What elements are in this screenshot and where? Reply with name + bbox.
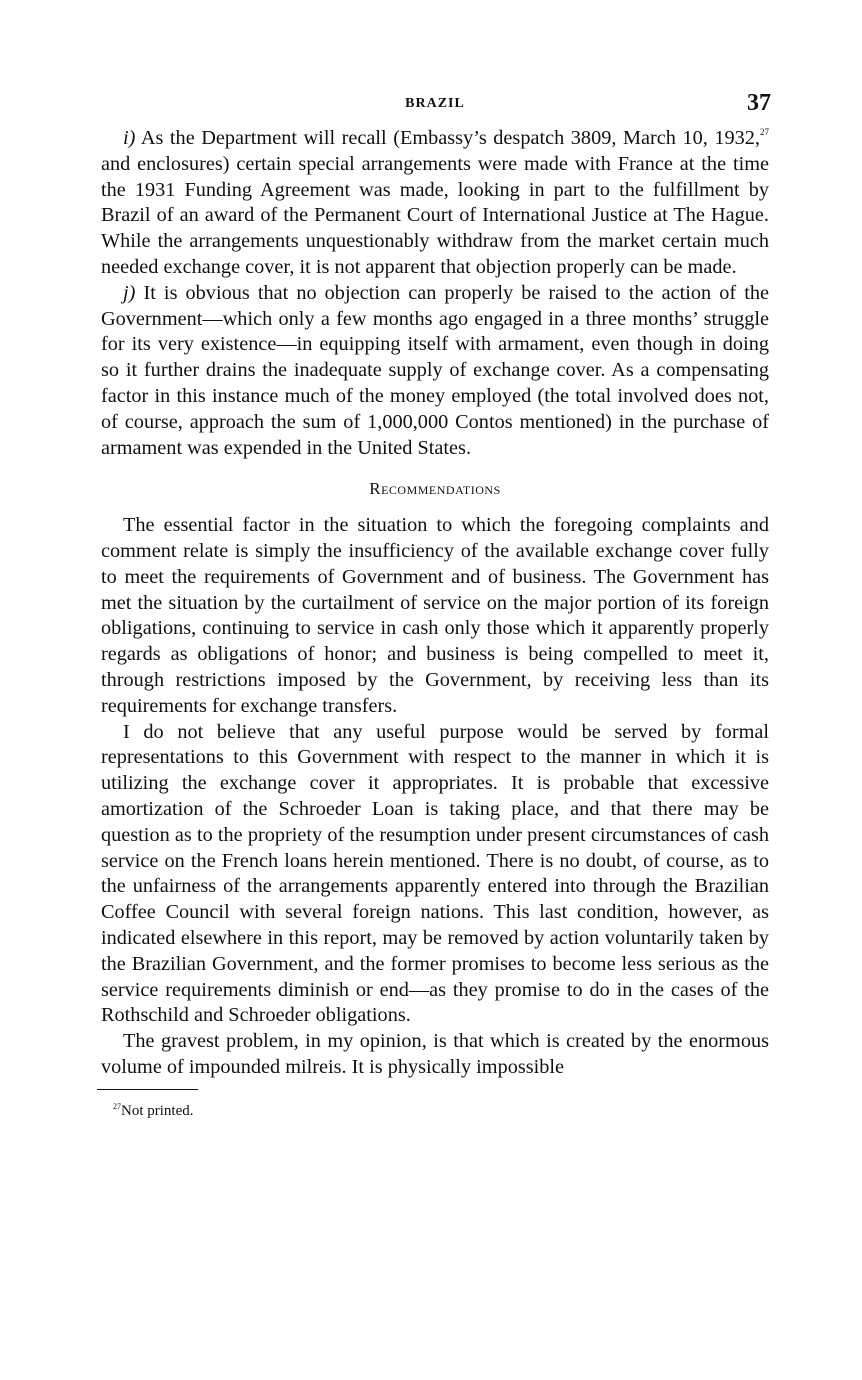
page-number: 37 <box>747 90 771 116</box>
section-heading <box>101 476 769 502</box>
paragraph-text: It is obvious that no objection can properly be raised to the action of the Government—which only a few months ago engaged in a three months’ struggle for its very existence—in equipping itself with armament, even though in doing so it further drains the inadequate supply of exchange cover. As a compensating factor in this instance much of the money employed (the total involved does not, of course, approach the sum of 1,000,000 Contos mentioned) in the purchase of armament was expended in the United States. <box>101 281 769 459</box>
recommendation-paragraph: The gravest problem, in my opinion, is that which is created by the enormous volume of impounded milreis. It is physically impossible <box>101 1030 769 1078</box>
item-marker: j) <box>123 281 136 304</box>
body-text <box>101 126 769 1081</box>
paragraph-j <box>101 281 769 462</box>
recommendation-paragraph: The essential factor in the situation to which the foregoing complaints and comment relate is simply the insufficiency of the available exchange cover fully to meet the requirements of Government and of business. The Government has met the situation by the curtailment of service on the major portion of its foreign obligations, continuing to service in cash only those which it apparently properly regards as obligations of honor; and business is being compelled to meet it, through restrictions imposed by the Government, by receiving less than its requirements for exchange transfers. <box>101 514 769 717</box>
section-heading-text: Recommendations <box>369 479 501 499</box>
page-header <box>101 92 769 126</box>
footnote-divider <box>97 1089 198 1090</box>
footnote-number: 27 <box>113 1101 121 1111</box>
paragraph-text: As the Department will recall (Embassy’s despatch 3809, March 10, 1932, <box>140 127 760 149</box>
paragraph-i <box>101 126 769 281</box>
item-marker: i) <box>123 127 136 149</box>
footnote-reference: 27 <box>760 127 769 137</box>
footnote-text: Not printed. <box>121 1102 194 1119</box>
footnote <box>113 1102 769 1120</box>
document-page <box>101 92 769 1120</box>
recommendation-paragraph: I do not believe that any useful purpose would be served by formal representations to this Government with respect to the manner in which it is utilizing the exchange cover it appropriates. It is probable that excessive amortization of the Schroeder Loan is taking place, and that there may be question as to the propriety of the resumption under present circumstances of cash service on the French loans herein mentioned. There is no doubt, of course, as to the unfairness of the arrangements apparently entered into through the Brazilian Coffee Council with several foreign nations. This last condition, however, as indicated elsewhere in this report, may be removed by action voluntarily taken by the Brazilian Government, and the former promises to become less serious as the service requirements diminish or end—as they promise to do in the cases of the Rothschild and Schroeder obligations. <box>101 720 769 1027</box>
paragraph-text: and enclosures) certain special arrangements were made with France at the time the 1931 Funding Agreement was made, looking in part to the fulfillment by Brazil of an award of the Permanent Court of International Justice at The Hague. While the arrangements unquestionably withdraw from the market certain much needed exchange cover, it is not apparent that objection properly can be made. <box>101 152 769 278</box>
running-head: BRAZIL <box>405 96 465 111</box>
